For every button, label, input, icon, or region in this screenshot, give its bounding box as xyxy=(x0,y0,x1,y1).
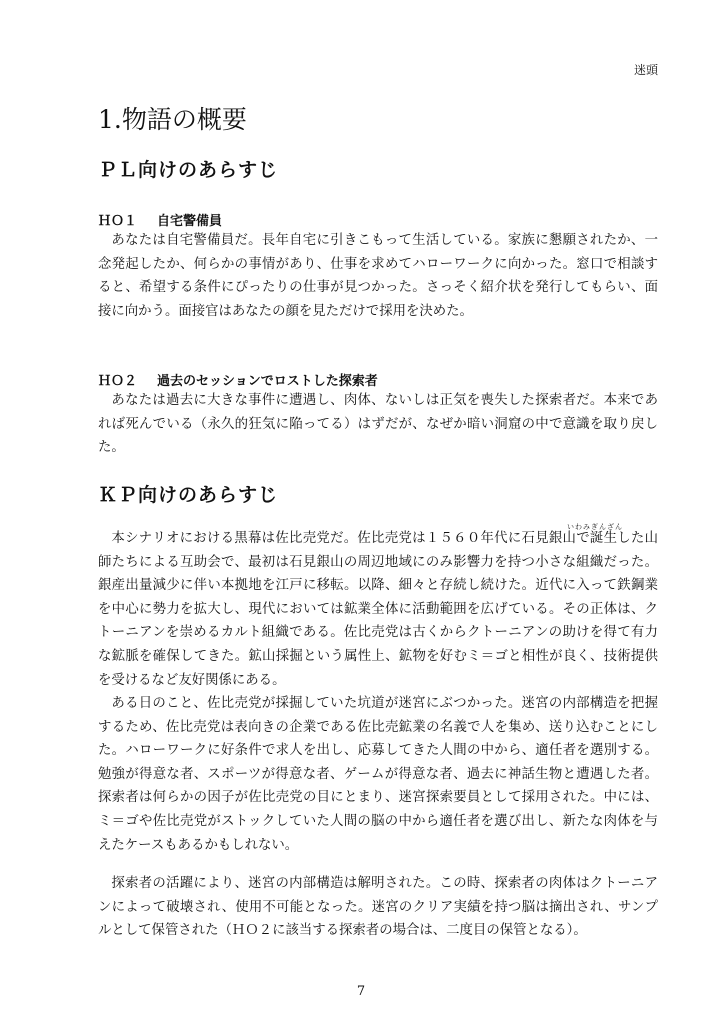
ruby-iwami-ginzan: いわみぎんざん xyxy=(567,523,623,531)
ho2-heading xyxy=(98,370,378,389)
ho2-code: ＨＯ２ xyxy=(98,374,138,389)
kp-paragraph-2: ある日のこと、佐比売党が採掘していた坑道が迷宮にぶつかった。迷宮の内部構造を把握するため、佐比売党は表向きの企業である佐比売鉱業の名義で人を集め、送り込むことにした。ハローワークに好条件で求人を出し、応募してきた人間の中から、適任者を選別する。勉強が得意な者、スポーツが得意な者、ゲームが得意な者、過去に神話生物と遭遇した者。探索者は何らかの因子が佐比売党の目にとまり、迷宮探索要員として採用された。中には、ミ＝ゴや佐比売党がストックしていた人間の脳の中から適任者を選び出し、新たな肉体を与えたケースもあるかもしれない。 xyxy=(98,696,658,853)
ho2-body: あなたは過去に大きな事件に遭遇し、肉体、ないしは正気を喪失した探索者だ。本来であれば死んでいる（永久的狂気に陥ってる）はずだが、なぜか暗い洞窟の中で意識を取り戻した。 xyxy=(98,393,658,456)
running-head: 迷頭 xyxy=(633,63,658,77)
ho1-title: 自宅警備員 xyxy=(157,214,223,229)
kp-paragraph-3: 探索者の活躍により、迷宮の内部構造は解明された。この時、探索者の肉体はクトーニアンによって破壊され、使用不可能となった。迷宮のクリア実績を持つ脳は摘出され、サンプルとして保管された（ＨＯ２に該当する探索者の場合は、二度目の保管となる）。 xyxy=(98,876,658,939)
kp-synopsis-heading: ＫＰ向けのあらすじ xyxy=(98,484,279,506)
ho1-heading xyxy=(98,210,222,229)
page-number: 7 xyxy=(356,984,366,999)
pl-synopsis-heading: ＰＬ向けのあらすじ xyxy=(98,159,279,181)
kp-paragraph-1: 本シナリオにおける黒幕は佐比売党だ。佐比売党は１５６０年代に石見銀山で誕生した山師たちによる互助会で、最初は石見銀山の周辺地域にのみ影響力を持つ小さな組織だった。銀産出量減少に伴い本拠地を江戸に移転。以降、細々と存続し続けた。近代に入って鉄鋼業を中心に勢力を拡大し、現代においては鉱業全体に活動範囲を広げている。その正体は、クトーニアンを崇めるカルト組織である。佐比売党は古くからクトーニアンの助けを得て有力な鉱脈を確保してきた。鉱山採掘という属性上、鉱物を好むミ＝ゴと相性が良く、技術提供を受けるなど友好関係にある。 xyxy=(98,531,658,688)
ho2-title: 過去のセッションでロストした探索者 xyxy=(157,374,378,389)
ho1-code: ＨＯ１ xyxy=(98,214,138,229)
ho1-body: あなたは自宅警備員だ。長年自宅に引きこもって生活している。家族に懇願されたか、一念発起したか、何らかの事情があり、仕事を求めてハローワークに向かった。窓口で相談すると、希望する条件にぴったりの仕事が見つかった。さっそく紹介状を発行してもらい、面接に向かう。面接官はあなたの顔を見ただけで採用を決めた。 xyxy=(98,233,658,319)
chapter-title: 1.物語の概要 xyxy=(98,105,247,134)
